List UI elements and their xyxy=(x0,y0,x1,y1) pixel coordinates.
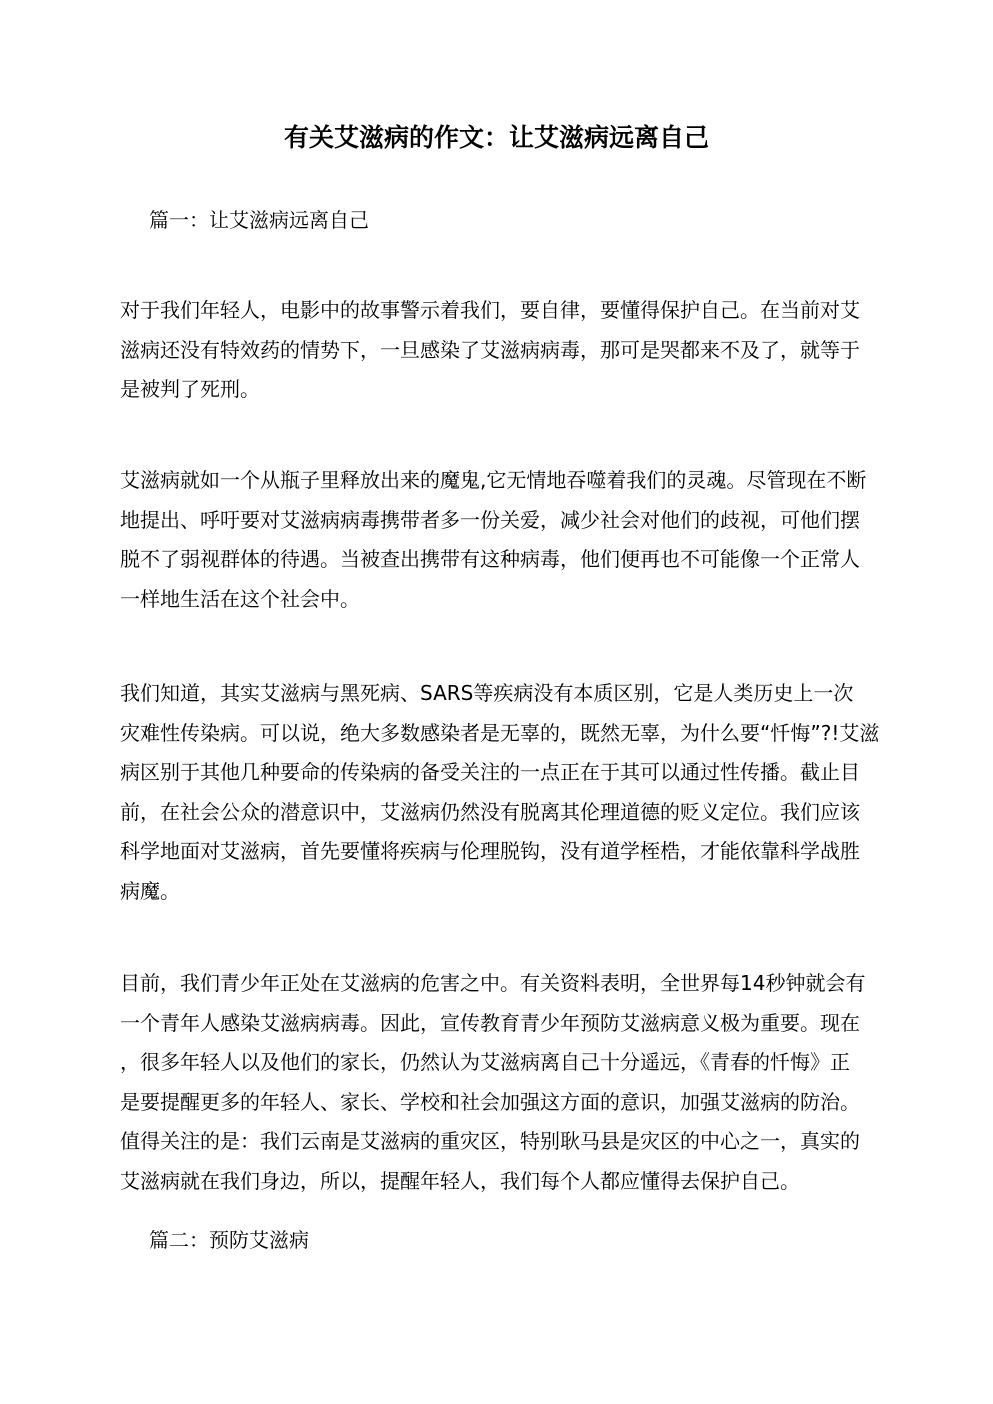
paragraph-line: 艾滋病就如一个从瓶子里释放出来的魔鬼,它无情地吞噬着我们的灵魂。尽管现在不断 xyxy=(120,468,867,492)
paragraph-1 xyxy=(120,291,872,410)
paragraph-line: 艾滋病就在我们身边，所以，提醒年轻人，我们每个人都应懂得去保护自己。 xyxy=(120,1168,800,1193)
section-heading-1: 篇一：让艾滋病远离自己 xyxy=(149,208,369,232)
paragraph-line: 灾难性传染病。可以说，绝大多数感染者是无辜的，既然无辜，为什么要“忏悔”?!艾滋 xyxy=(120,720,880,745)
document-title: 有关艾滋病的作文：让艾滋病远离自己 xyxy=(283,123,709,152)
paragraph-line: 前，在社会公众的潜意识中，艾滋病仍然没有脱离其伦理道德的贬义定位。我们应该 xyxy=(120,799,860,824)
paragraph-line: 一样地生活在这个社会中。 xyxy=(120,586,360,611)
paragraph-line: 科学地面对艾滋病，首先要懂将疾病与伦理脱钩，没有道学桎梏，才能依靠科学战胜 xyxy=(120,839,860,863)
paragraph-line: 一个青年人感染艾滋病病毒。因此，宣传教育青少年预防艾滋病意义极为重要。现在 xyxy=(120,1010,860,1035)
paragraph-line: 是被判了死刑。 xyxy=(120,377,260,401)
paragraph-2 xyxy=(120,461,872,619)
paragraph-line: 病区别于其他几种要命的传染病的备受关注的一点正在于其可以通过性传播。截止目 xyxy=(120,760,860,784)
paragraph-line: ，很多年轻人以及他们的家长，仍然认为艾滋病离自己十分遥远，《青春的忏悔》正 xyxy=(120,1050,850,1074)
section-heading-2: 篇二：预防艾滋病 xyxy=(149,1228,309,1252)
paragraph-line: 脱不了弱视群体的待遇。当被查出携带有这种病毒，他们便再也不可能像一个正常人 xyxy=(120,547,860,571)
paragraph-line: 对于我们年轻人，电影中的故事警示着我们，要自律，要懂得保护自己。在当前对艾 xyxy=(120,298,860,322)
paragraph-line: 病魔。 xyxy=(120,878,180,903)
paragraph-line: 地提出、呼吁要对艾滋病病毒携带者多一份关爱，减少社会对他们的歧视，可他们摆 xyxy=(120,507,860,532)
paragraph-line: 是要提醒更多的年轻人、家长、学校和社会加强这方面的意识，加强艾滋病的防治。 xyxy=(120,1089,860,1114)
paragraph-line: 目前，我们青少年正处在艾滋病的危害之中。有关资料表明，全世界每14秒钟就会有 xyxy=(120,971,866,995)
paragraph-line: 我们知道，其实艾滋病与黑死病、SARS等疾病没有本质区别，它是人类历史上一次 xyxy=(120,681,854,705)
paragraph-3 xyxy=(120,674,880,911)
paragraph-line: 滋病还没有特效药的情势下，一旦感染了艾滋病病毒，那可是哭都来不及了，就等于 xyxy=(120,337,860,362)
paragraph-4 xyxy=(120,964,872,1201)
paragraph-line: 值得关注的是：我们云南是艾滋病的重灾区，特别耿马县是灾区的中心之一，真实的 xyxy=(120,1129,860,1153)
